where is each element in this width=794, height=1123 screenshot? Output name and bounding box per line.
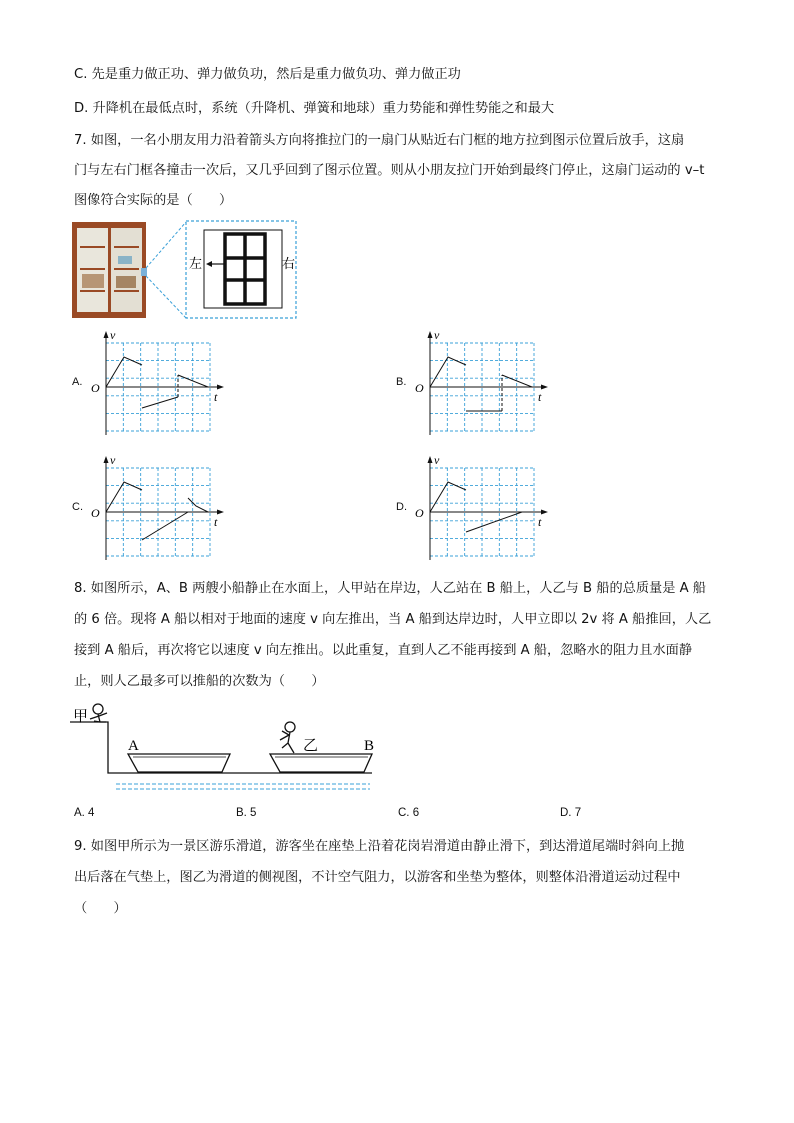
q8-option-d[interactable]: D. 7 (560, 807, 582, 819)
q9-stem-line-1: 9. 如图甲所示为一景区游乐滑道，游客坐在座垫上沿着花岗岩滑道由静止滑下，到达滑道尾端时斜向上抛 (74, 839, 685, 854)
graph-a-v: v (110, 328, 116, 342)
right-label: 右 (282, 256, 296, 271)
graph-b-label[interactable]: B. (396, 376, 407, 388)
q9-stem-line-3: （ ） (74, 901, 127, 916)
graph-c-curve (106, 482, 142, 512)
door-photo (72, 222, 147, 318)
graph-c-origin: O (91, 506, 100, 520)
q9-stem-line-2: 出后落在气垫上，图乙为滑道的侧视图，不计空气阻力，以游客和坐垫为整体，则整体沿滑道运动过程中 (74, 870, 681, 885)
label-jia: 甲 (73, 709, 89, 725)
q8-option-c[interactable]: C. 6 (398, 807, 420, 819)
q8-boats-figure (70, 700, 380, 796)
graph-d-t: t (538, 515, 542, 529)
q8-option-b[interactable]: B. 5 (236, 807, 257, 819)
graph-c-t: t (214, 515, 218, 529)
q8-stem-line-1: 8. 如图所示，A、B 两艘小船静止在水面上，人甲站在岸边，人乙站在 B 船上，人乙与 B 船的总质量是 A 船 (74, 581, 706, 596)
q7-stem-line-1: 7. 如图，一名小朋友用力沿着箭头方向将推拉门的一扇门从贴近右门框的地方拉到图示位置后放手，这扇 (74, 133, 685, 148)
label-boat-a: A (128, 738, 139, 754)
q8-stem-line-3: 接到 A 船后，再次将它以速度 v 向左推出。以此重复，直到人乙不能再接到 A 船，忽略水的阻力且水面静 (74, 643, 693, 658)
graph-b-origin: O (415, 381, 424, 395)
q6-option-c: C. 先是重力做正功、弹力做负功，然后是重力做负功、弹力做正功 (74, 67, 461, 82)
q8-stem-line-4: 止，则人乙最多可以推船的次数为（ ） (74, 674, 325, 689)
label-yi: 乙 (303, 738, 319, 754)
graph-d-origin: O (415, 506, 424, 520)
q8-stem-line-2: 的 6 倍。现将 A 船以相对于地面的速度 v 向左推出，当 A 船到达岸边时，人甲立即以 2v 将 A 船推回，人乙 (74, 612, 712, 627)
graph-d-curve (430, 482, 466, 512)
left-label: 左 (189, 256, 203, 271)
person-yi-icon (280, 722, 295, 753)
graph-d-v: v (434, 453, 440, 467)
graph-d-label[interactable]: D. (396, 501, 407, 513)
graph-b[interactable] (412, 327, 562, 439)
graph-a-label[interactable]: A. (72, 376, 83, 388)
graph-d[interactable] (412, 452, 562, 564)
q6-option-d: D. 升降机在最低点时，系统（升降机、弹簧和地球）重力势能和弹性势能之和最大 (74, 101, 555, 116)
q7-stem-line-2: 门与左右门框各撞击一次后，又几乎回到了图示位置。则从小朋友拉门开始到最终门停止，这扇门运动的 v–t (74, 163, 705, 178)
graph-c[interactable] (88, 452, 238, 564)
q7-stem-line-3: 图像符合实际的是（ ） (74, 193, 233, 208)
q7-door-figure (70, 218, 302, 322)
person-jia-icon (90, 704, 107, 722)
graph-b-v: v (434, 328, 440, 342)
graph-a[interactable] (88, 327, 238, 439)
graph-a-curve (106, 357, 142, 387)
graph-b-curve (430, 357, 466, 387)
graph-c-v: v (110, 453, 116, 467)
graph-a-origin: O (91, 381, 100, 395)
graph-c-label[interactable]: C. (72, 501, 83, 513)
graph-a-t: t (214, 390, 218, 404)
label-boat-b: B (364, 738, 375, 754)
q8-option-a[interactable]: A. 4 (74, 807, 95, 819)
graph-b-t: t (538, 390, 542, 404)
